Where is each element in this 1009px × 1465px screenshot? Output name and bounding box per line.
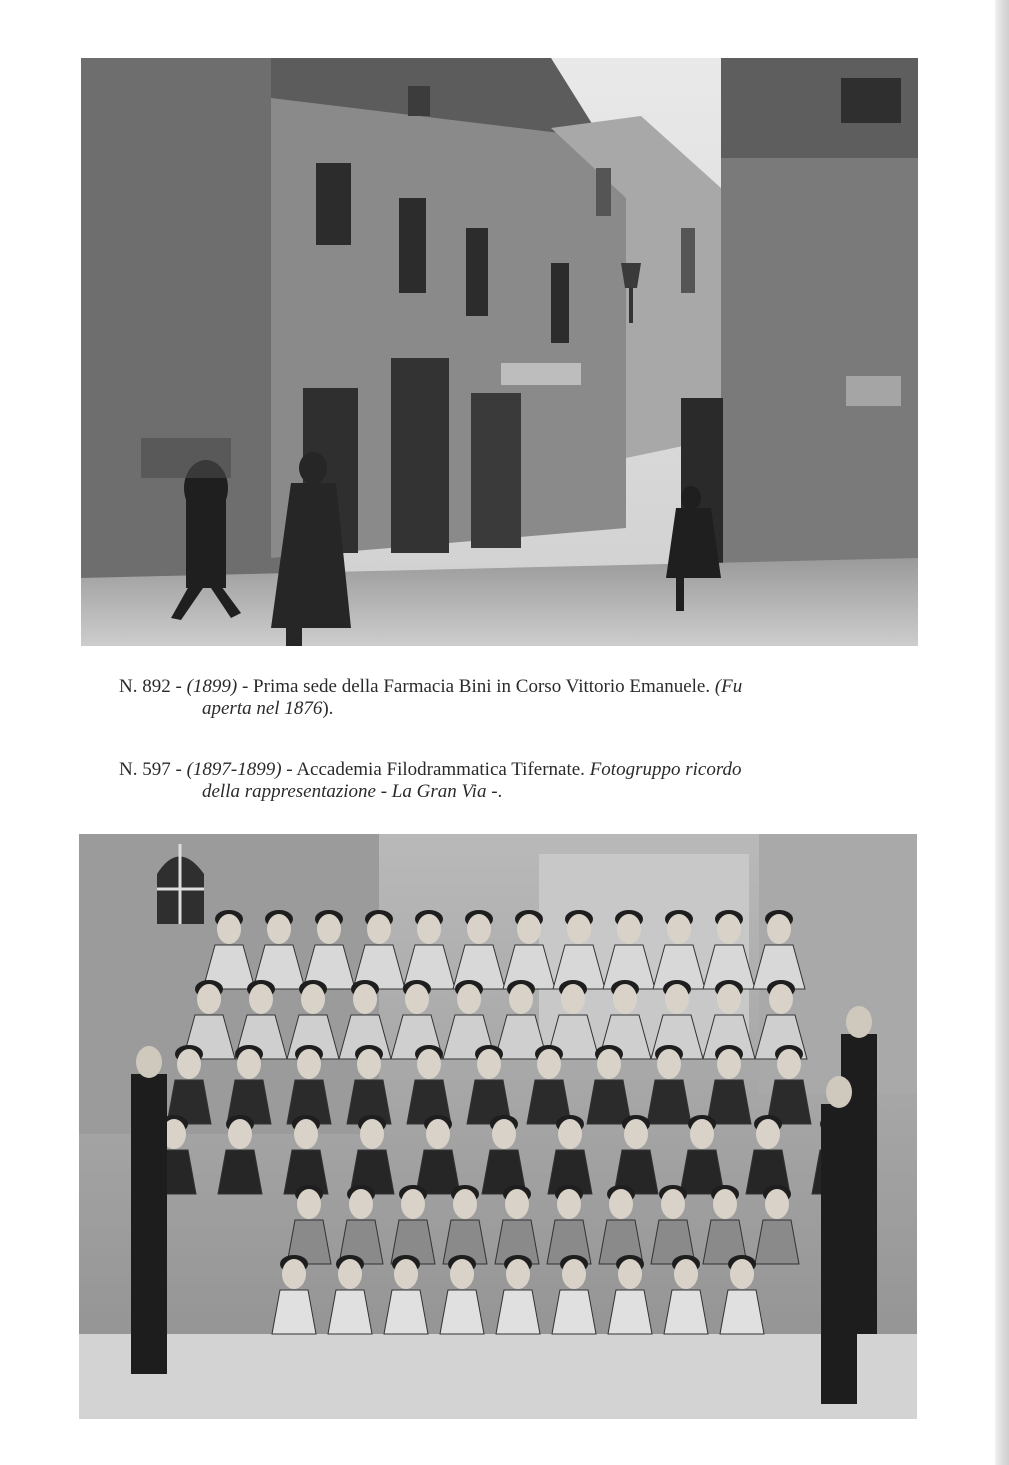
person-head (717, 914, 741, 944)
person-head (417, 1049, 441, 1079)
person-head (767, 914, 791, 944)
person-body (328, 1290, 372, 1334)
page-edge (995, 0, 1009, 1465)
person-head (624, 1119, 648, 1149)
person-head (338, 1259, 362, 1289)
person-head (467, 914, 491, 944)
person-head (617, 914, 641, 944)
person-body (272, 1290, 316, 1334)
person-body (496, 1290, 540, 1334)
standing-figure-head (136, 1046, 162, 1078)
caption-italic-note-line2: aperta nel 1876 (202, 698, 323, 719)
person-body (608, 1290, 652, 1334)
person-head (353, 984, 377, 1014)
person-head (509, 984, 533, 1014)
person-head (294, 1119, 318, 1149)
caption-separator: - (170, 759, 187, 780)
person-head (505, 1189, 529, 1219)
person-head (177, 1049, 201, 1079)
person-head (562, 1259, 586, 1289)
person-body (664, 1290, 708, 1334)
person-body (647, 1080, 691, 1124)
group-portrait-illustration (79, 834, 917, 1419)
photo-street-scene (81, 58, 918, 646)
standing-figure (131, 1074, 167, 1374)
standing-figure-head (846, 1006, 872, 1038)
caption-number: N. 892 (119, 676, 171, 697)
person-head (730, 1259, 754, 1289)
standing-figure-head (826, 1076, 852, 1108)
standing-figure (821, 1104, 857, 1404)
person-head (349, 1189, 373, 1219)
person-head (297, 1189, 321, 1219)
person-head (517, 914, 541, 944)
caption-italic-note: Fotogruppo ricordo (589, 759, 742, 780)
person-body (587, 1080, 631, 1124)
caption-separator: - (281, 759, 297, 780)
person-head (457, 984, 481, 1014)
caption-italic-note-line2: della rappresentazione - La Gran Via - (202, 781, 498, 802)
person-body (720, 1290, 764, 1334)
caption-year: (1897-1899) (186, 759, 282, 780)
person-head (657, 1049, 681, 1079)
caption-text: Accademia Filodrammatica Tifernate. (296, 759, 590, 780)
person-head (613, 984, 637, 1014)
person-head (661, 1189, 685, 1219)
person-head (557, 1189, 581, 1219)
person-head (537, 1049, 561, 1079)
person-head (301, 984, 325, 1014)
caption-photo-892 (119, 676, 909, 720)
person-head (217, 914, 241, 944)
person-head (228, 1119, 252, 1149)
person-head (690, 1119, 714, 1149)
person-head (405, 984, 429, 1014)
person-head (618, 1259, 642, 1289)
person-head (197, 984, 221, 1014)
person-head (561, 984, 585, 1014)
person-head (667, 914, 691, 944)
person-body (440, 1290, 484, 1334)
person-head (713, 1189, 737, 1219)
person-head (249, 984, 273, 1014)
person-body (552, 1290, 596, 1334)
caption-italic-note: (Fu (714, 676, 743, 697)
person-head (717, 984, 741, 1014)
person-head (453, 1189, 477, 1219)
person-head (717, 1049, 741, 1079)
caption-text: Prima sede della Farmacia Bini in Corso Vittorio Emanuele. (253, 676, 715, 697)
person-body (755, 1220, 799, 1264)
caption-tail: ). (322, 698, 334, 719)
person-head (317, 914, 341, 944)
person-head (237, 1049, 261, 1079)
caption-number: N. 597 (119, 759, 171, 780)
person-head (765, 1189, 789, 1219)
person-head (417, 914, 441, 944)
person-head (426, 1119, 450, 1149)
person-head (297, 1049, 321, 1079)
person-head (567, 914, 591, 944)
person-head (492, 1119, 516, 1149)
caption-year: (1899) (186, 676, 238, 697)
person-head (609, 1189, 633, 1219)
person-body (384, 1290, 428, 1334)
person-body (218, 1150, 262, 1194)
person-head (357, 1049, 381, 1079)
person-head (282, 1259, 306, 1289)
person-head (558, 1119, 582, 1149)
person-head (665, 984, 689, 1014)
person-head (769, 984, 793, 1014)
person-head (777, 1049, 801, 1079)
caption-separator: - (170, 676, 187, 697)
person-head (267, 914, 291, 944)
person-body (707, 1080, 751, 1124)
person-head (450, 1259, 474, 1289)
caption-tail: . (497, 781, 503, 802)
person-head (394, 1259, 418, 1289)
person-head (506, 1259, 530, 1289)
person-head (367, 914, 391, 944)
caption-photo-597 (119, 759, 909, 803)
person-body (416, 1150, 460, 1194)
person-head (401, 1189, 425, 1219)
photo-group-portrait (79, 834, 917, 1419)
person-head (597, 1049, 621, 1079)
caption-separator: - (237, 676, 254, 697)
person-head (756, 1119, 780, 1149)
person-head (477, 1049, 501, 1079)
street-scene-illustration (81, 58, 918, 646)
person-head (360, 1119, 384, 1149)
person-head (674, 1259, 698, 1289)
